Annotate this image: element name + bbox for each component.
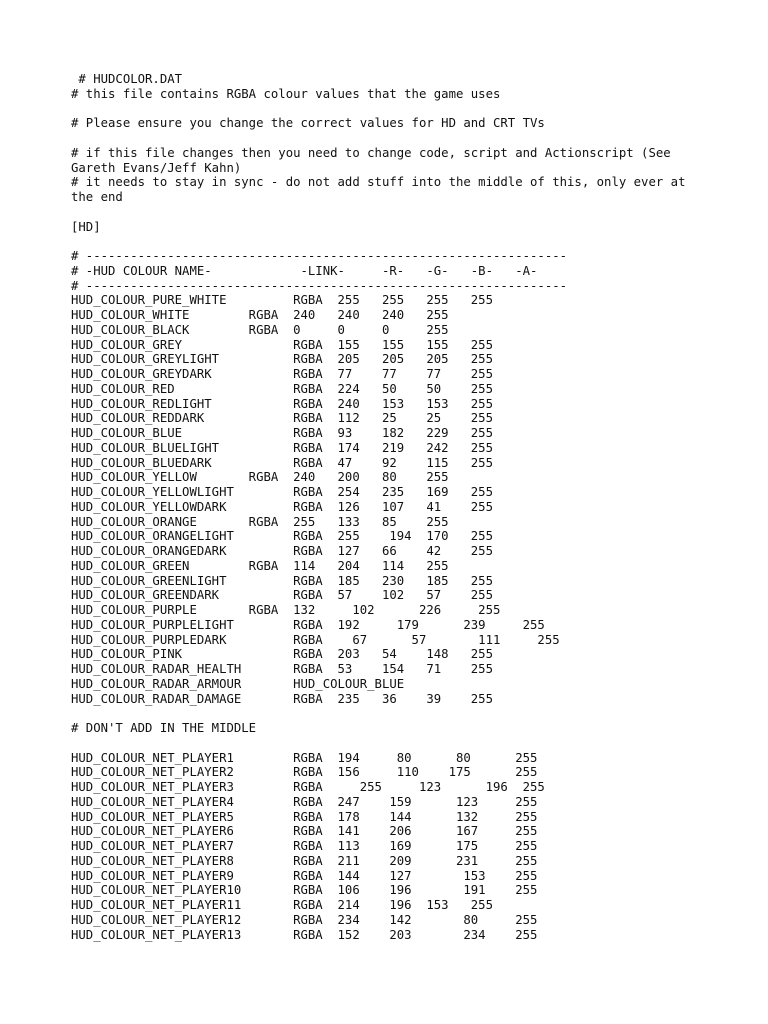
rule-line-top: # -----------------------------------------------------------------	[71, 249, 568, 263]
colour-row: HUD_COLOUR_ORANGEDARK RGBA 127 66 42 255	[71, 544, 493, 558]
intro-comment: # this file contains RGBA colour values that the game uses	[71, 86, 501, 101]
colour-row: HUD_COLOUR_BLUELIGHT RGBA 174 219 242 255	[71, 440, 493, 455]
colour-row: HUD_COLOUR_RADAR_HEALTH RGBA 53 154 71 255	[71, 662, 493, 676]
colour-row: HUD_COLOUR_GREEN RGBA 114 204 114 255	[71, 558, 449, 573]
colour-row: HUD_COLOUR_ORANGE RGBA 255 133 85 255	[71, 514, 449, 529]
sync-comment-2: # it needs to stay in sync - do not add stuff into the middle of this, only ever at the end	[71, 175, 693, 204]
blank-line	[71, 736, 711, 751]
colour-row: HUD_COLOUR_PURE_WHITE RGBA 255 255 255 255	[71, 293, 493, 308]
net-player-row: HUD_COLOUR_NET_PLAYER9 RGBA 144 127 153 255	[71, 868, 538, 883]
colour-row: HUD_COLOUR_REDLIGHT RGBA 240 153 153 255	[71, 396, 493, 411]
sync-comment-1: # if this file changes then you need to change code, script and Actionscript (See Gareth Evans/Jeff Kahn)	[71, 145, 679, 175]
file-name-comment: # HUDCOLOR.DAT	[71, 72, 183, 86]
blank-line	[71, 706, 711, 721]
notice-comment: # Please ensure you change the correct values for HD and CRT TVs	[71, 116, 545, 131]
colour-row: HUD_COLOUR_REDDARK RGBA 112 25 25 255	[71, 411, 493, 426]
document-page	[71, 72, 711, 942]
net-player-row: HUD_COLOUR_NET_PLAYER4 RGBA 247 159 123 255	[71, 794, 538, 809]
colour-row: HUD_COLOUR_GREY RGBA 155 155 155 255	[71, 337, 493, 352]
colour-row: HUD_COLOUR_BLACK RGBA 0 0 0 255	[71, 322, 449, 337]
colour-row: HUD_COLOUR_GREYLIGHT RGBA 205 205 205 255	[71, 352, 493, 367]
colour-row: HUD_COLOUR_RADAR_DAMAGE RGBA 235 36 39 255	[71, 691, 493, 706]
colour-row: HUD_COLOUR_GREENDARK RGBA 57 102 57 255	[71, 588, 493, 603]
net-player-row: HUD_COLOUR_NET_PLAYER5 RGBA 178 144 132 255	[71, 809, 538, 824]
colour-row: HUD_COLOUR_PURPLELIGHT RGBA 192 179 239 255	[71, 617, 545, 632]
net-player-row: HUD_COLOUR_NET_PLAYER11 RGBA 214 196 153 255	[71, 898, 493, 912]
net-player-row: HUD_COLOUR_NET_PLAYER1 RGBA 194 80 80 255	[71, 750, 538, 765]
colour-row: HUD_COLOUR_WHITE RGBA 240 240 240 255	[71, 308, 449, 322]
colour-row: HUD_COLOUR_RADAR_ARMOUR HUD_COLOUR_BLUE	[71, 676, 405, 691]
colour-row: HUD_COLOUR_ORANGELIGHT RGBA 255 194 170 255	[71, 529, 493, 544]
colour-row: HUD_COLOUR_GREENLIGHT RGBA 185 230 185 255	[71, 573, 493, 588]
colour-row: HUD_COLOUR_YELLOWLIGHT RGBA 254 235 169 255	[71, 485, 493, 499]
net-player-row: HUD_COLOUR_NET_PLAYER2 RGBA 156 110 175 255	[71, 765, 538, 780]
colour-row: HUD_COLOUR_BLUEDARK RGBA 47 92 115 255	[71, 455, 493, 470]
colour-row: HUD_COLOUR_PURPLEDARK RGBA 67 57 111 255	[71, 632, 560, 647]
blank-line	[71, 102, 711, 117]
colour-row: HUD_COLOUR_RED RGBA 224 50 50 255	[71, 381, 493, 396]
net-player-row: HUD_COLOUR_NET_PLAYER6 RGBA 141 206 167 255	[71, 824, 538, 839]
net-player-row: HUD_COLOUR_NET_PLAYER13 RGBA 152 203 234 255	[71, 927, 538, 942]
column-header-row: # -HUD COLOUR NAME- -LINK- -R- -G- -B- -A-	[71, 263, 538, 278]
colour-row: HUD_COLOUR_PURPLE RGBA 132 102 226 255	[71, 603, 501, 617]
net-player-row: HUD_COLOUR_NET_PLAYER12 RGBA 234 142 80 255	[71, 912, 538, 927]
net-player-row: HUD_COLOUR_NET_PLAYER3 RGBA 255 123 196 255	[71, 780, 545, 794]
net-player-table	[71, 751, 711, 943]
colour-table	[71, 293, 711, 706]
net-player-row: HUD_COLOUR_NET_PLAYER10 RGBA 106 196 191 255	[71, 883, 538, 898]
rule-line-bottom: # -----------------------------------------------------------------	[71, 278, 568, 293]
colour-row: HUD_COLOUR_BLUE RGBA 93 182 229 255	[71, 426, 493, 440]
colour-row: HUD_COLOUR_YELLOWDARK RGBA 126 107 41 255	[71, 499, 493, 514]
section-header: [HD]	[71, 219, 101, 234]
colour-row: HUD_COLOUR_GREYDARK RGBA 77 77 77 255	[71, 367, 493, 381]
blank-line	[71, 234, 711, 249]
net-player-row: HUD_COLOUR_NET_PLAYER7 RGBA 113 169 175 255	[71, 839, 538, 853]
colour-row: HUD_COLOUR_YELLOW RGBA 240 200 80 255	[71, 470, 449, 485]
colour-row: HUD_COLOUR_PINK RGBA 203 54 148 255	[71, 647, 493, 662]
blank-line	[71, 131, 711, 146]
middle-warning-comment: # DON'T ADD IN THE MIDDLE	[71, 721, 257, 735]
net-player-row: HUD_COLOUR_NET_PLAYER8 RGBA 211 209 231 255	[71, 853, 538, 868]
blank-line	[71, 205, 711, 220]
